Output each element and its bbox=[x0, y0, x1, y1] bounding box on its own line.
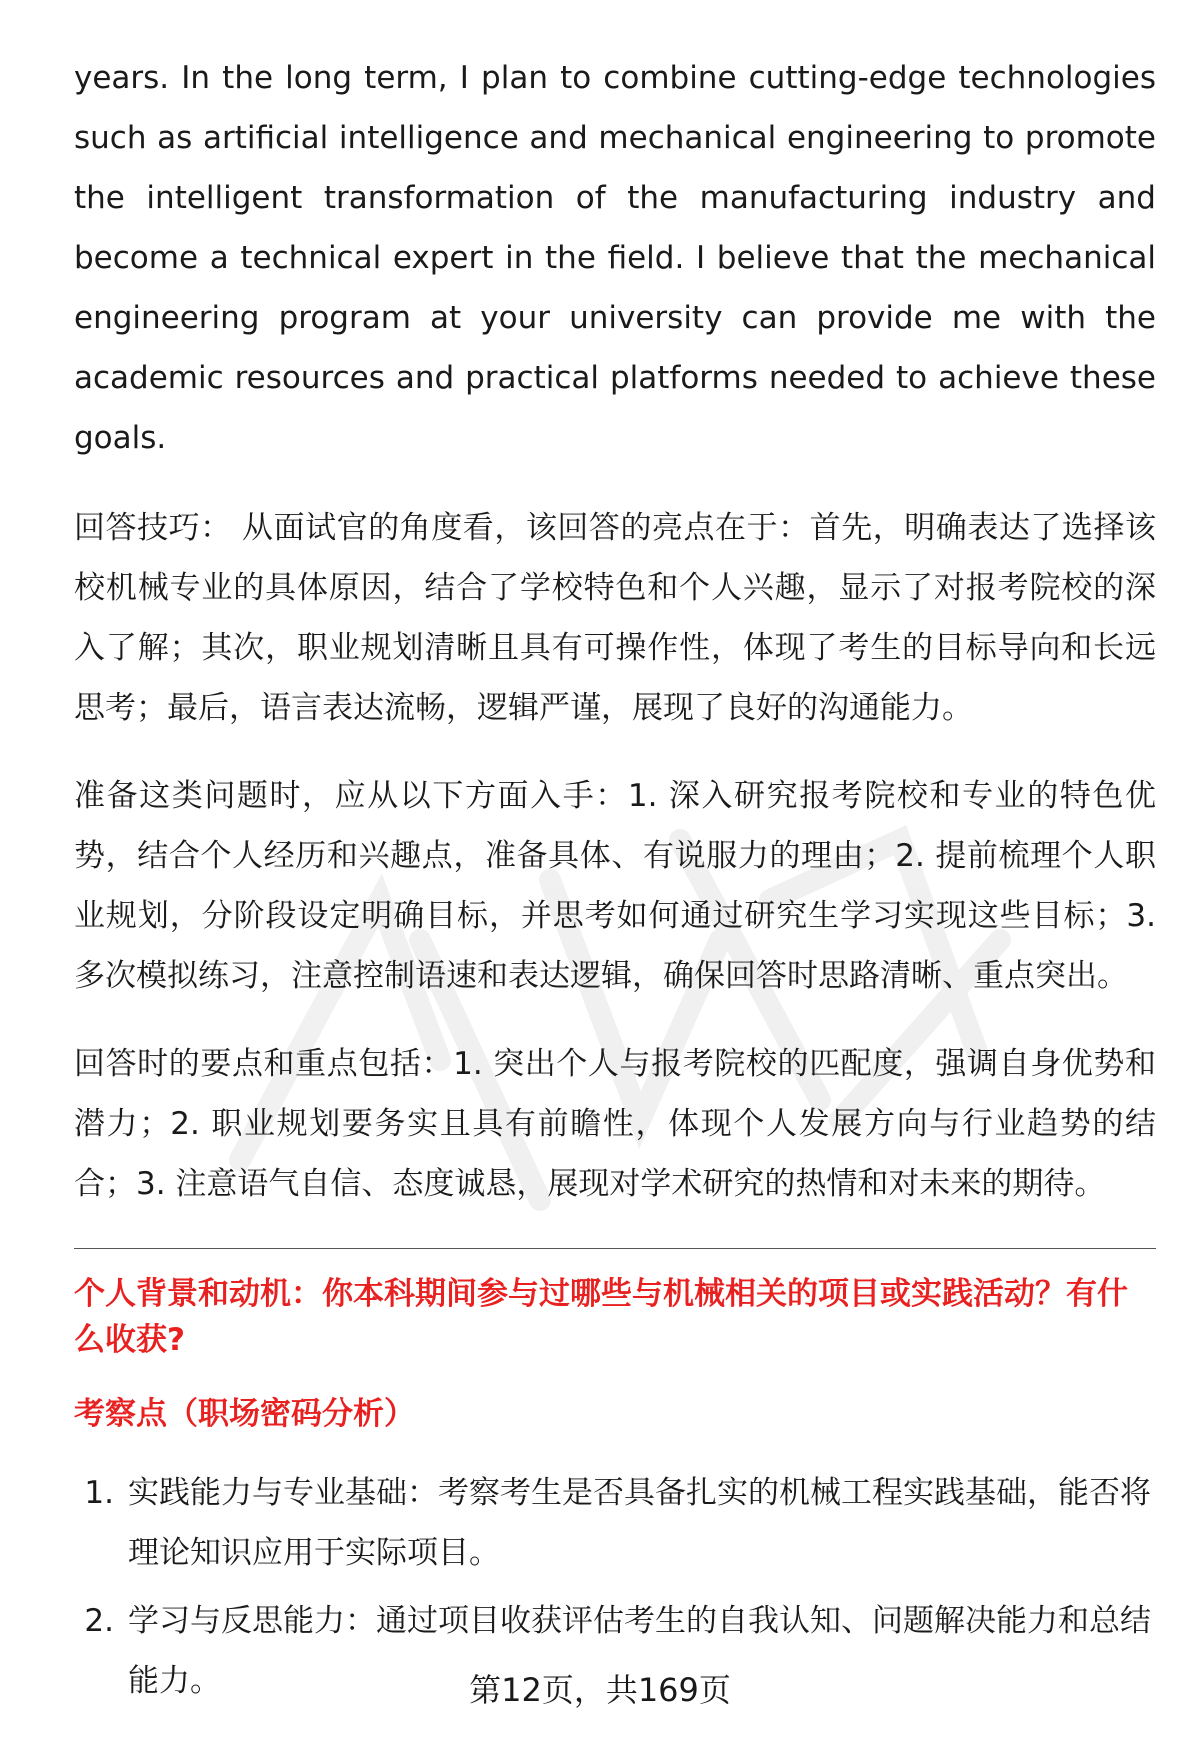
english-answer-paragraph: years. In the long term, I plan to combine cutting-edge technologies such as artificial intelligence and mechanical engineering to promote the intelligent transformation of the manufacturing industry and become a technical expert in the field. I believe that the mechanical engineering program at your university can provide me with the academic resources and practical platforms needed to achieve these goals. bbox=[74, 60, 1156, 456]
list-item-text: 实践能力与专业基础：考察考生是否具备扎实的机械工程实践基础，能否将理论知识应用于实际项目。 bbox=[128, 1475, 1151, 1571]
question-title: 个人背景和动机：你本科期间参与过哪些与机械相关的项目或实践活动？有什么收获? bbox=[74, 1276, 1128, 1358]
preparation-paragraph: 准备这类问题时，应从以下方面入手：1. 深入研究报考院校和专业的特色优势，结合个人经历和兴趣点，准备具体、有说服力的理由；2. 提前梳理个人职业规划，分阶段设定明确目标，并思考如何通过研究生学习实现这些目标；3. 多次模拟练习，注意控制语速和表达逻辑，确保回答时思路清晰、重点突出。 bbox=[74, 778, 1156, 994]
assessment-points-heading: 考察点（职场密码分析） bbox=[74, 1396, 415, 1432]
list-item bbox=[74, 1463, 1156, 1583]
list-item-number: 1. bbox=[84, 1475, 114, 1511]
section-divider bbox=[74, 1248, 1156, 1249]
list-item-text: 学习与反思能力：通过项目收获评估考生的自我认知、问题解决能力和总结能力。 bbox=[128, 1603, 1151, 1699]
key-points-paragraph: 回答时的要点和重点包括：1. 突出个人与报考院校的匹配度，强调自身优势和潜力；2. 职业规划要务实且具有前瞻性，体现个人发展方向与行业趋势的结合；3. 注意语气自信、态度诚恳，展现对学术研究的热情和对未来的期待。 bbox=[74, 1046, 1156, 1202]
list-item-number: 2. bbox=[84, 1603, 114, 1639]
page-number-footer: 第12页，共169页 bbox=[469, 1671, 731, 1709]
answer-tips-paragraph: 回答技巧： 从面试官的角度看，该回答的亮点在于：首先，明确表达了选择该校机械专业的具体原因，结合了学校特色和个人兴趣，显示了对报考院校的深入了解；其次，职业规划清晰且具有可操作性，体现了考生的目标导向和长远思考；最后，语言表达流畅，逻辑严谨，展现了良好的沟通能力。 bbox=[74, 510, 1156, 726]
document-page bbox=[74, 48, 1156, 1711]
